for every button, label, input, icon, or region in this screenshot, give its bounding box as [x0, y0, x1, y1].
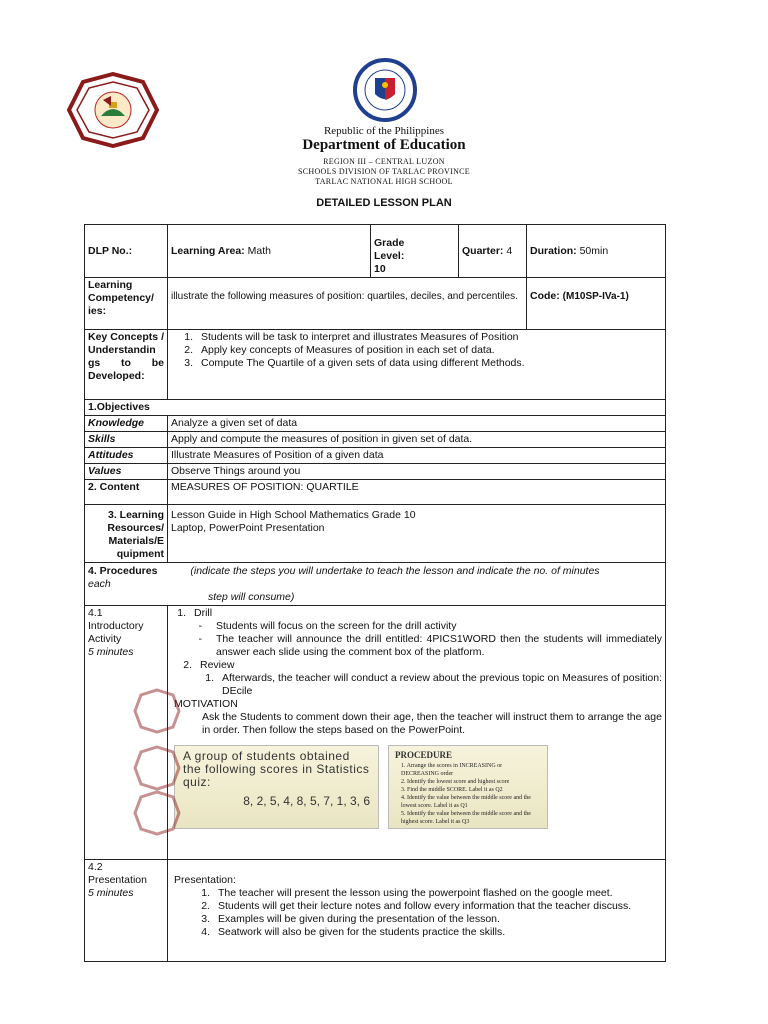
- learning-area-label: Learning Area:: [171, 244, 245, 257]
- list-item: 3. Compute The Quartile of a given sets of data using different Methods.: [184, 357, 525, 369]
- values-label: Values: [85, 464, 168, 480]
- skills-text: Apply and compute the measures of position in given set of data.: [168, 432, 666, 448]
- presentation-heading: Presentation:: [174, 874, 236, 886]
- slide-quiz-scores: 8, 2, 5, 4, 8, 5, 7, 1, 3, 6: [243, 794, 370, 808]
- competency-row: [85, 278, 666, 330]
- objectives-header-row: [85, 400, 666, 416]
- objective-row: [85, 416, 666, 432]
- procedures-note-each: each: [88, 578, 111, 590]
- objectives-label: 1.Objectives: [85, 400, 666, 416]
- header-region: REGION III – CENTRAL LUZON: [323, 157, 445, 166]
- list-item: 2. Students will get their lecture notes and follow every information that the teacher discuss.: [201, 900, 632, 912]
- slide-procedure-item: 4. Identify the value between the middle score and the lowest score. Label it as Q1: [401, 795, 531, 809]
- deped-seal-logo: [349, 58, 421, 122]
- slide-procedure-item: 5. Identify the value between the middle score and the highest score. Label it as Q3: [401, 811, 531, 825]
- motivation-text: Ask the Students to comment down their age, then the teacher will instruct them to arrange the age in order. Then follow the steps based on the PowerPoint.: [202, 711, 662, 736]
- review-heading: 2. Review: [183, 659, 235, 671]
- presentation-minutes: 5 minutes: [88, 887, 134, 899]
- competency-text: illustrate the following measures of position: quartiles, deciles, and percentiles.: [168, 278, 527, 330]
- list-item: 1. The teacher will present the lesson using the powerpoint flashed on the google meet.: [201, 887, 613, 899]
- intro-number: 4.1: [88, 607, 103, 619]
- learning-area-value: Math: [247, 244, 271, 257]
- header-division: SCHOOLS DIVISION OF TARLAC PROVINCE: [298, 167, 470, 176]
- attitudes-label: Attitudes: [85, 448, 168, 464]
- key-concepts-list: [168, 330, 666, 400]
- list-item: - Students will focus on the screen for the drill activity: [198, 620, 457, 632]
- header-school: TARLAC NATIONAL HIGH SCHOOL: [315, 177, 453, 186]
- dlp-no-label: DLP No.:: [88, 244, 133, 257]
- document-title: DETAILED LESSON PLAN: [316, 197, 452, 209]
- content-label: 2. Content: [85, 480, 168, 505]
- list-item: 1. Students will be task to interpret and illustrates Measures of Position: [184, 331, 519, 343]
- attitudes-text: Illustrate Measures of Position of a given data: [168, 448, 666, 464]
- slides-area: [174, 745, 662, 833]
- presentation-label: Presentation: [88, 874, 147, 886]
- objective-row: [85, 464, 666, 480]
- slide-quiz-text: A group of students obtained the following scores in Statistics quiz:: [183, 749, 370, 789]
- intro-minutes: 5 minutes: [88, 646, 134, 658]
- school-seal-watermark: [133, 790, 181, 841]
- grade-level-value: 10: [374, 263, 386, 275]
- header-republic: Republic of the Philippines: [323, 125, 445, 137]
- school-seal-watermark: [133, 688, 181, 739]
- objective-row: [85, 432, 666, 448]
- slide-procedure-item: 3. Find the middle SCORE. Label it as Q2: [401, 787, 503, 793]
- resources-label: 3. Learning Resources/ Materials/E quipment: [85, 505, 168, 563]
- lesson-plan-table: [84, 224, 666, 962]
- slide-procedure-title: PROCEDURE: [395, 750, 453, 760]
- knowledge-text: Analyze a given set of data: [168, 416, 666, 432]
- slide-procedure-item: 1. Arrange the scores in INCREASING or DECREASING order: [401, 763, 503, 777]
- resource-line: Lesson Guide in High School Mathematics Grade 10: [171, 509, 416, 521]
- duration-label: Duration:: [530, 244, 577, 257]
- presentation-row: [85, 860, 666, 962]
- procedures-note: (indicate the steps you will undertake to teach the lesson and indicate the no. of minutes: [190, 565, 600, 577]
- objective-row: [85, 448, 666, 464]
- drill-heading: 1. Drill: [177, 607, 213, 619]
- header-department: Department of Education: [302, 137, 466, 153]
- values-text: Observe Things around you: [168, 464, 666, 480]
- procedures-note-cont: step will consume): [208, 591, 295, 603]
- key-concepts-label: Key Concepts / Understandin gs to be Developed:: [85, 330, 168, 400]
- knowledge-label: Knowledge: [85, 416, 168, 432]
- list-item: 2. Apply key concepts of Measures of position in each set of data.: [184, 344, 495, 356]
- list-item: 4. Seatwork will also be given for the students practice the skills.: [201, 926, 506, 938]
- skills-label: Skills: [85, 432, 168, 448]
- code-value: (M10SP-IVa-1): [562, 291, 629, 302]
- grade-level-label: Grade Level:: [374, 237, 405, 262]
- key-concepts-row: [85, 330, 666, 400]
- content-row: [85, 480, 666, 505]
- quarter-label: Quarter:: [462, 244, 504, 257]
- resource-line: Laptop, PowerPoint Presentation: [171, 522, 325, 534]
- list-item: - The teacher will announce the drill entitled: 4PICS1WORD then the students will immediately answer each slide using the comment box of the platform.: [198, 633, 662, 658]
- intro-label: Introductory Activity: [88, 620, 144, 645]
- list-item: 1. Afterwards, the teacher will conduct a review about the previous topic on Measures of position: DEcile: [205, 672, 662, 697]
- quarter-value: 4: [506, 244, 513, 257]
- resources-row: [85, 505, 666, 563]
- school-seal-watermark: [133, 745, 181, 796]
- procedures-row: [85, 563, 666, 606]
- slide-procedure-image: [388, 745, 548, 829]
- slide-procedure-item: 2. Identify the lowest score and highest score: [401, 779, 510, 785]
- list-item: 3. Examples will be given during the presentation of the lesson.: [201, 913, 500, 925]
- content-text: MEASURES OF POSITION: QUARTILE: [168, 480, 666, 505]
- duration-value: 50min: [579, 244, 609, 257]
- motivation-heading: MOTIVATION: [174, 698, 238, 710]
- presentation-number: 4.2: [88, 861, 103, 873]
- code-label: Code:: [530, 290, 560, 302]
- competency-label: Learning Competency/ ies:: [85, 278, 168, 330]
- procedures-label: 4. Procedures: [88, 565, 158, 577]
- slide-quiz-image: [174, 745, 379, 829]
- info-row: [85, 225, 666, 278]
